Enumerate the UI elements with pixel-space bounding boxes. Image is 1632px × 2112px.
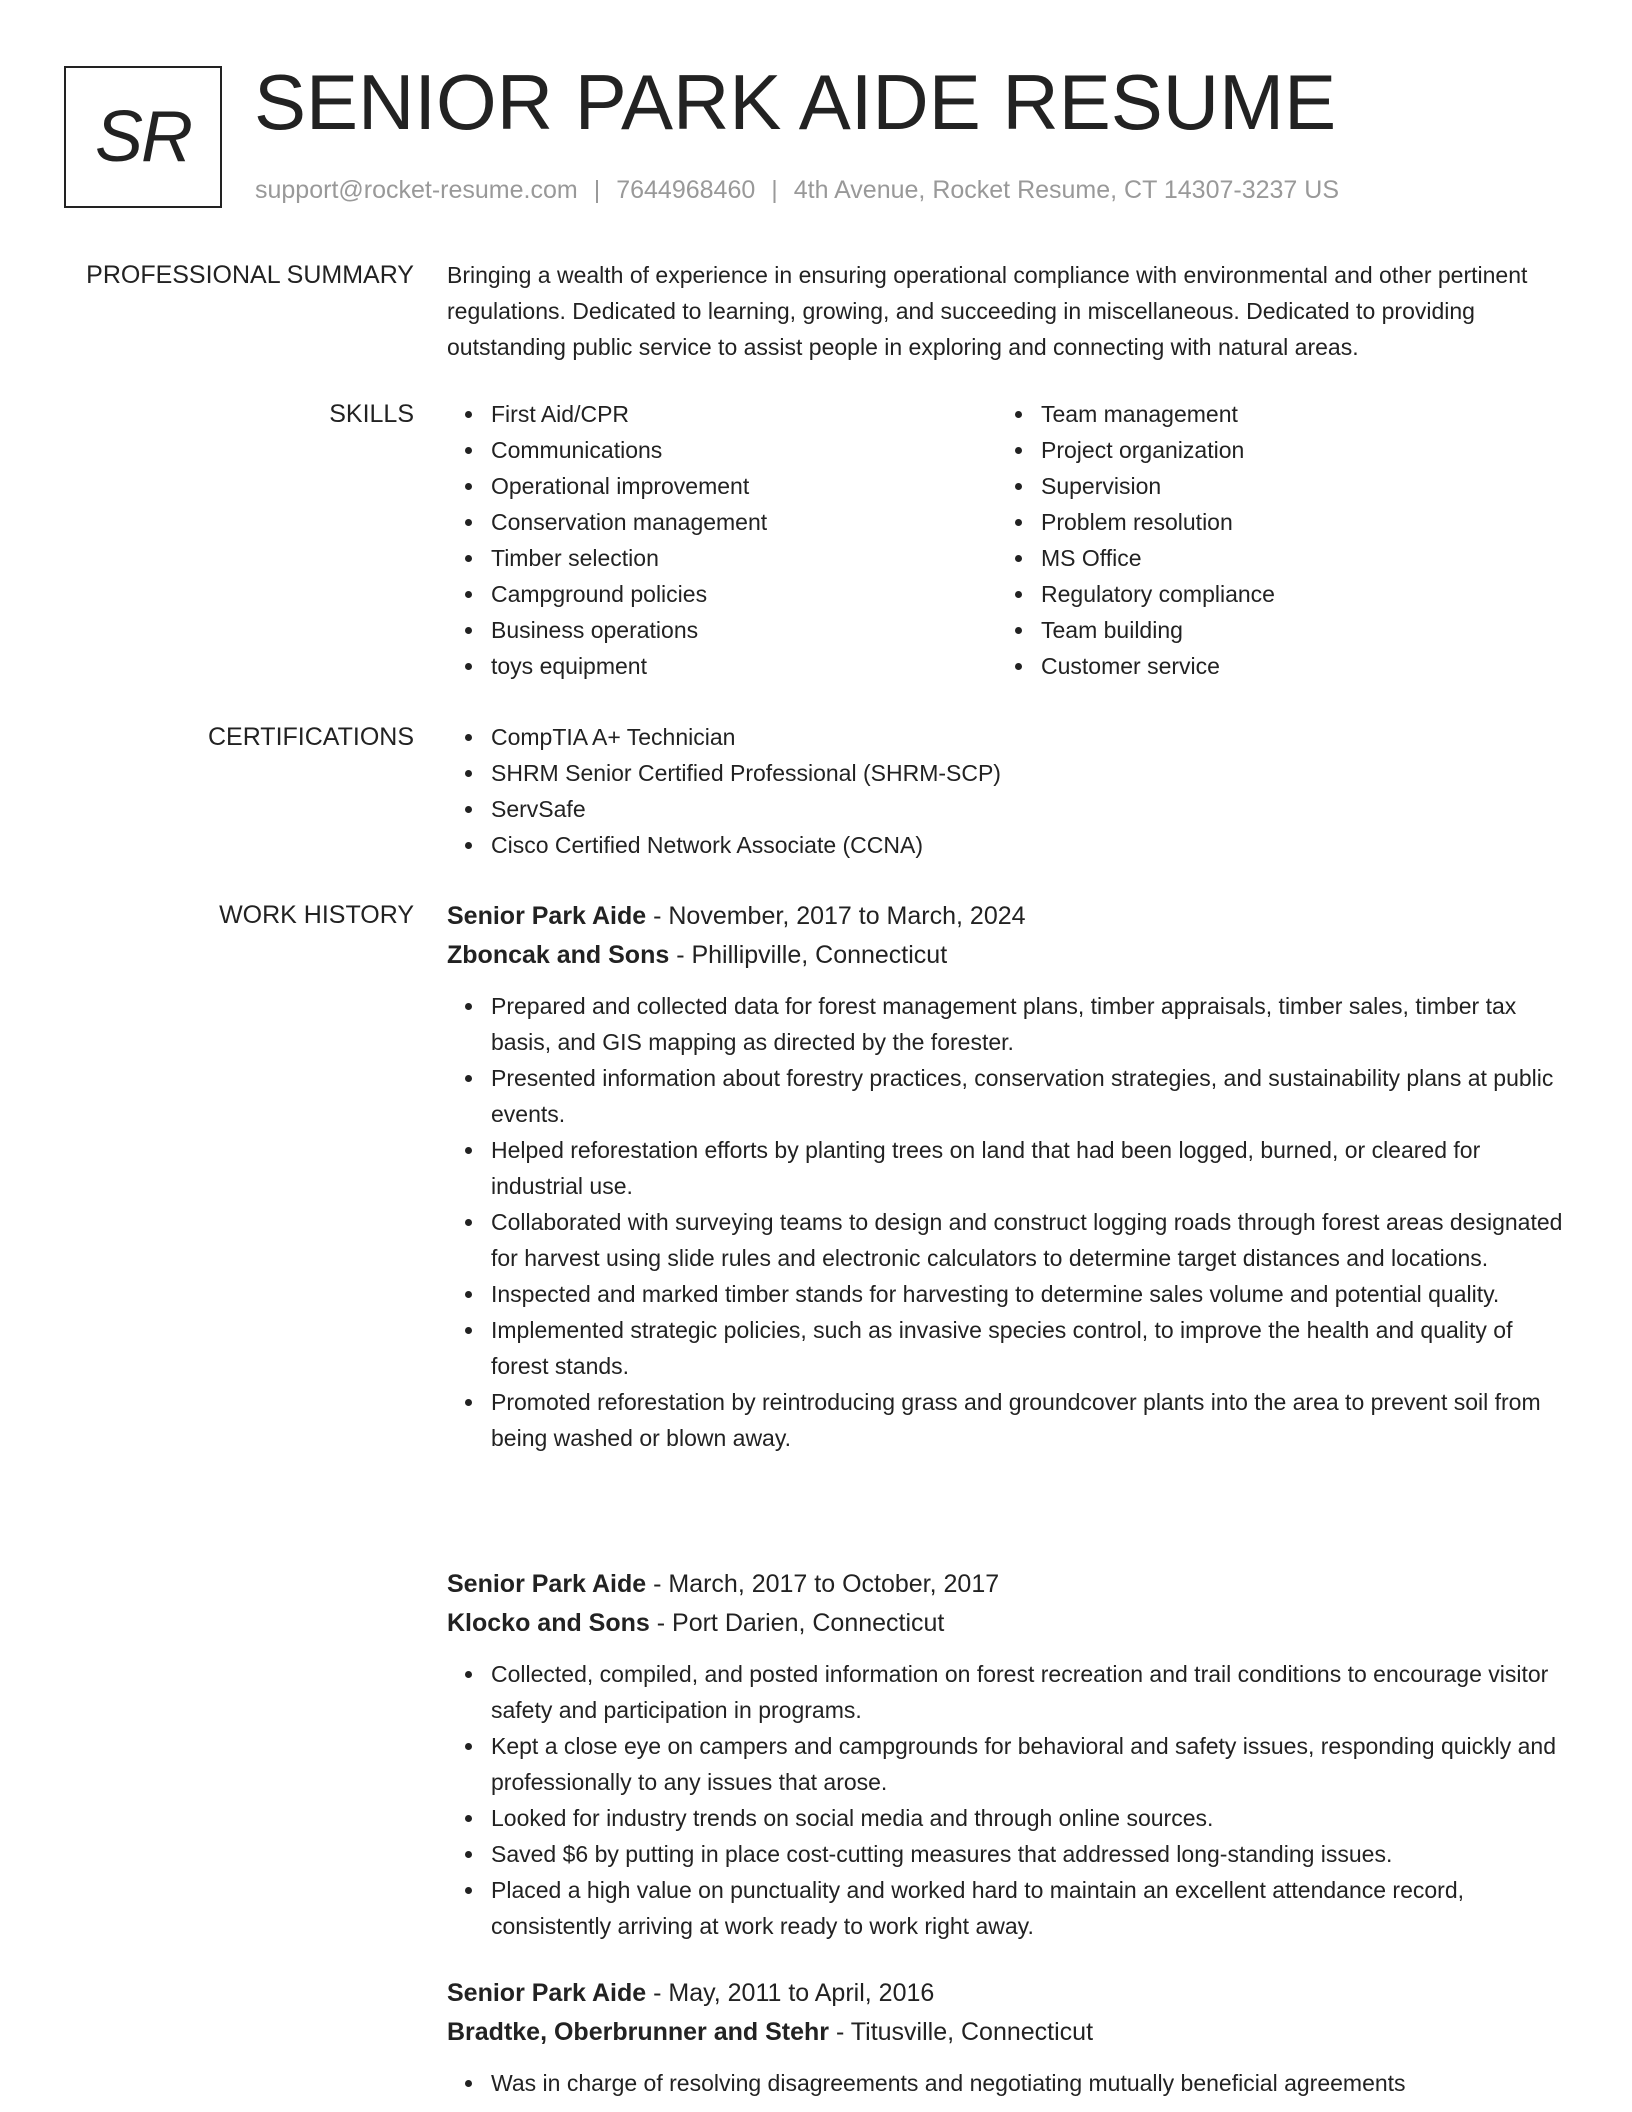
job-company: Zboncak and Sons <box>447 941 670 969</box>
job-bullet: Promoted reforestation by reintroducing grass and groundcover plants into the area to prevent soil from being washed or blown away. <box>447 1384 1567 1456</box>
job-location: - Phillipville, Connecticut <box>669 941 948 969</box>
job-bullets <box>447 1656 1567 1944</box>
skill-item: Operational improvement <box>447 468 997 504</box>
contact-separator: | <box>771 176 778 204</box>
job-bullet: Was in charge of resolving disagreements and negotiating mutually beneficial agreements <box>447 2065 1567 2101</box>
job-title: Senior Park Aide <box>447 902 647 930</box>
job-bullet: Implemented strategic policies, such as invasive species control, to improve the health and quality of forest stands. <box>447 1312 1567 1384</box>
skill-item: toys equipment <box>447 648 997 684</box>
job-location: - Port Darien, Connecticut <box>649 1609 945 1637</box>
summary-text: Bringing a wealth of experience in ensuring operational compliance with environmental and other pertinent regulations. Dedicated to learning, growing, and succeeding in miscellaneous. Dedicated to providing outstanding public service to assist people in exploring and connecting with natural areas. <box>447 262 1528 360</box>
certification-item: SHRM Senior Certified Professional (SHRM-SCP) <box>447 755 1567 791</box>
job-bullet: Placed a high value on punctuality and worked hard to maintain an excellent attendance record, consistently arriving at work ready to work right away. <box>447 1872 1567 1944</box>
certification-item: ServSafe <box>447 791 1567 827</box>
skill-item: Team building <box>997 612 1547 648</box>
contact-separator: | <box>593 176 601 204</box>
job-dates: - May, 2011 to April, 2016 <box>646 1979 935 2007</box>
job-bullets <box>447 2065 1567 2101</box>
skill-item: Customer service <box>997 648 1547 684</box>
skill-item: Regulatory compliance <box>997 576 1547 612</box>
job-title: Senior Park Aide <box>447 1570 647 1598</box>
job-company-line <box>447 1604 1567 1643</box>
skill-item: Communications <box>447 432 997 468</box>
job-bullet: Collected, compiled, and posted information on forest recreation and trail conditions to encourage visitor safety and participation in programs. <box>447 1656 1567 1728</box>
job-title-line <box>447 1974 1567 2013</box>
job-bullets <box>447 988 1567 1456</box>
certifications-heading: CERTIFICATIONS <box>207 723 414 751</box>
certification-item: CompTIA A+ Technician <box>447 719 1567 755</box>
skill-item: Campground policies <box>447 576 997 612</box>
job-entry <box>447 1565 1567 1944</box>
certification-item: Cisco Certified Network Associate (CCNA) <box>447 827 1567 863</box>
job-company: Klocko and Sons <box>447 1609 650 1637</box>
contact-line <box>255 173 1339 207</box>
job-title-line <box>447 1565 1567 1604</box>
job-dates: - March, 2017 to October, 2017 <box>646 1570 1000 1598</box>
job-company-line <box>447 2013 1567 2052</box>
page-title: SENIOR PARK AIDE RESUME <box>254 58 1337 146</box>
job-company-line <box>447 936 1567 975</box>
certifications-list <box>447 719 1567 863</box>
job-dates: - November, 2017 to March, 2024 <box>646 902 1026 930</box>
contact-phone: 7644968460 <box>616 176 756 204</box>
work-history-heading: WORK HISTORY <box>219 901 414 929</box>
job-entry <box>447 897 1567 1456</box>
job-bullet: Collaborated with surveying teams to design and construct logging roads through forest areas designated for harvest using slide rules and electronic calculators to determine target distances and locations. <box>447 1204 1567 1276</box>
skill-item: MS Office <box>997 540 1547 576</box>
job-bullet: Kept a close eye on campers and campgrounds for behavioral and safety issues, responding quickly and professionally to any issues that arose. <box>447 1728 1567 1800</box>
skill-item: Team management <box>997 396 1547 432</box>
job-title-line <box>447 897 1567 936</box>
certifications-section <box>447 719 1567 863</box>
job-bullet: Inspected and marked timber stands for harvesting to determine sales volume and potential quality. <box>447 1276 1567 1312</box>
skills-list-right <box>997 396 1547 684</box>
skill-item: Project organization <box>997 432 1547 468</box>
skills-section <box>447 396 1567 684</box>
skill-item: Conservation management <box>447 504 997 540</box>
monogram-logo: SR <box>64 66 222 208</box>
skills-list-left <box>447 396 997 684</box>
job-company: Bradtke, Oberbrunner and Stehr <box>447 2018 830 2046</box>
job-bullet: Helped reforestation efforts by planting trees on land that had been logged, burned, or cleared for industrial use. <box>447 1132 1567 1204</box>
skill-item: Supervision <box>997 468 1547 504</box>
job-location: - Titusville, Connecticut <box>829 2018 1094 2046</box>
job-bullet: Prepared and collected data for forest management plans, timber appraisals, timber sales, timber tax basis, and GIS mapping as directed by the forester. <box>447 988 1567 1060</box>
summary-section <box>447 257 1567 365</box>
job-title: Senior Park Aide <box>447 1979 647 2007</box>
skills-heading: SKILLS <box>329 400 414 428</box>
job-bullet: Looked for industry trends on social media and through online sources. <box>447 1800 1567 1836</box>
contact-address: 4th Avenue, Rocket Resume, CT 14307-3237 US <box>793 176 1340 204</box>
skill-item: Problem resolution <box>997 504 1547 540</box>
skill-item: Business operations <box>447 612 997 648</box>
job-bullet: Saved $6 by putting in place cost-cutting measures that addressed long-standing issues. <box>447 1836 1567 1872</box>
skill-item: Timber selection <box>447 540 997 576</box>
skill-item: First Aid/CPR <box>447 396 997 432</box>
contact-email: support@rocket-resume.com <box>255 176 578 204</box>
job-bullet: Presented information about forestry practices, conservation strategies, and sustainability plans at public events. <box>447 1060 1567 1132</box>
job-entry <box>447 1974 1567 2101</box>
summary-heading: PROFESSIONAL SUMMARY <box>86 261 414 289</box>
